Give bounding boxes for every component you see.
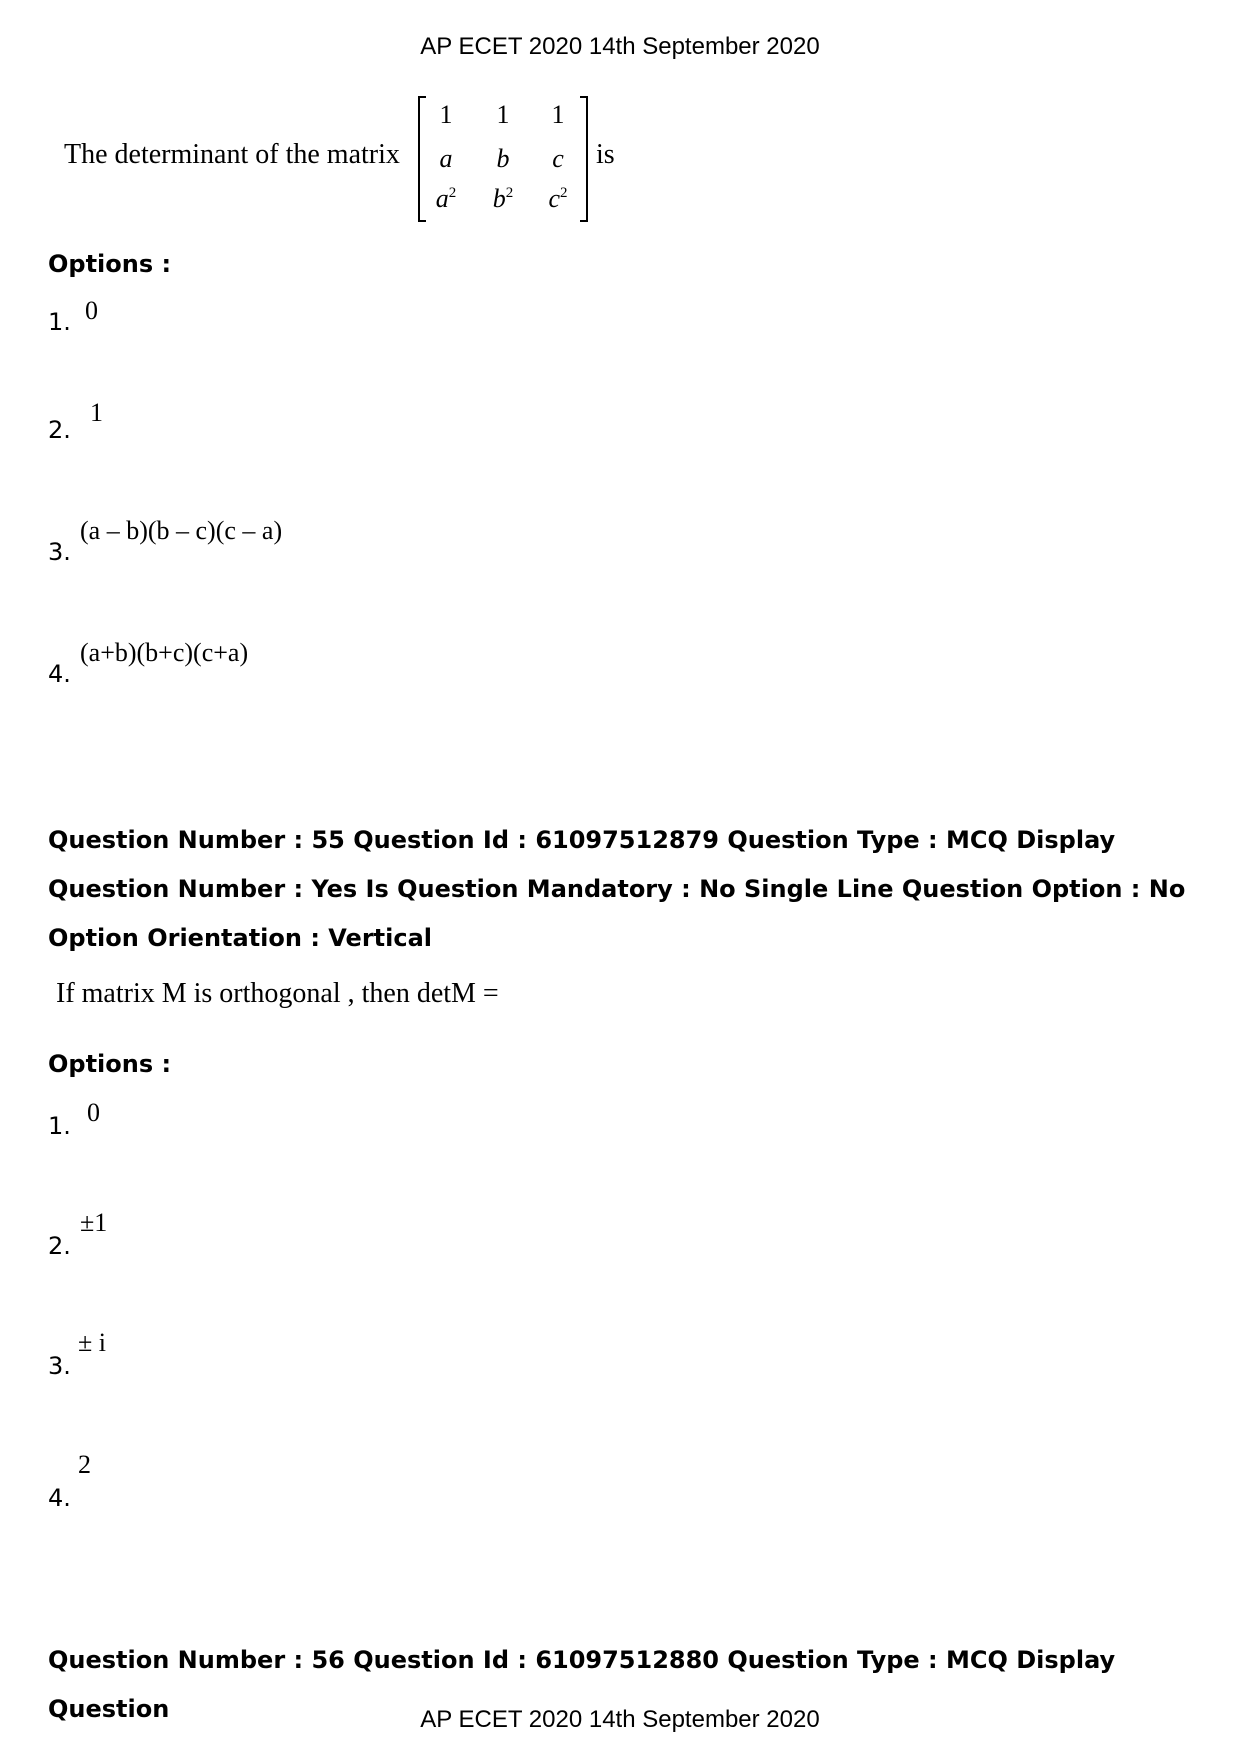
q55-option-4-value: 2 [78, 1450, 91, 1479]
q55-option-1-number: 1. [48, 1112, 71, 1140]
options-label-q55: Options : [48, 1050, 172, 1078]
matrix-cell-r3c3: $c^2$ [548, 184, 568, 213]
q54-option-1-value: 0 [85, 296, 98, 325]
question-56-meta: Question Number : 56 Question Id : 61097512880 Question Type : MCQ Display Question [48, 1646, 1116, 1723]
page-footer: AP ECET 2020 14th September 2020 [420, 1706, 820, 1733]
matrix-cell-r1c3: 1 [551, 100, 565, 129]
q54-option-4-number: 4. [48, 660, 71, 688]
q54-option-3-value: (a – b)(b – c)(c – a) [80, 516, 283, 545]
q55-option-4-number: 4. [48, 1484, 71, 1512]
matrix-cell-r1c1: 1 [439, 100, 453, 129]
matrix-abc [418, 96, 588, 222]
q54-option-2-value: 1 [90, 398, 103, 427]
q54-option-2-number: 2. [48, 416, 71, 444]
q55-option-3-value: ± i [78, 1328, 106, 1357]
options-label-q54: Options : [48, 250, 172, 278]
matrix-cell-r2c3: c [552, 144, 564, 173]
q55-option-2-number: 2. [48, 1232, 71, 1260]
question-55-meta: Question Number : 55 Question Id : 61097512879 Question Type : MCQ Display Question Number : Yes Is Question Mandatory : No Single Line Question Option : No Option Orientation : Vertical [48, 826, 1186, 952]
q54-option-4-value: (a+b)(b+c)(c+a) [80, 638, 249, 667]
question-54-text-end: is [596, 139, 615, 170]
question-54-text: The determinant of the matrix [64, 139, 400, 170]
q55-option-1-value: 0 [87, 1098, 100, 1127]
matrix-cell-r3c1: $a^2$ [435, 184, 457, 213]
matrix-cell-r3c2: $b^2$ [492, 184, 514, 213]
q54-option-3-number: 3. [48, 538, 71, 566]
page-header: AP ECET 2020 14th September 2020 [420, 33, 820, 60]
q55-option-2-value: ±1 [80, 1208, 108, 1237]
matrix-cell-r2c1: a [439, 144, 453, 173]
q55-option-3-number: 3. [48, 1352, 71, 1380]
question-55-text: If matrix M is orthogonal , then detM = [56, 978, 499, 1009]
matrix-cell-r1c2: 1 [496, 100, 510, 129]
matrix-cell-r2c2: b [496, 144, 510, 173]
q54-option-1-number: 1. [48, 308, 71, 336]
